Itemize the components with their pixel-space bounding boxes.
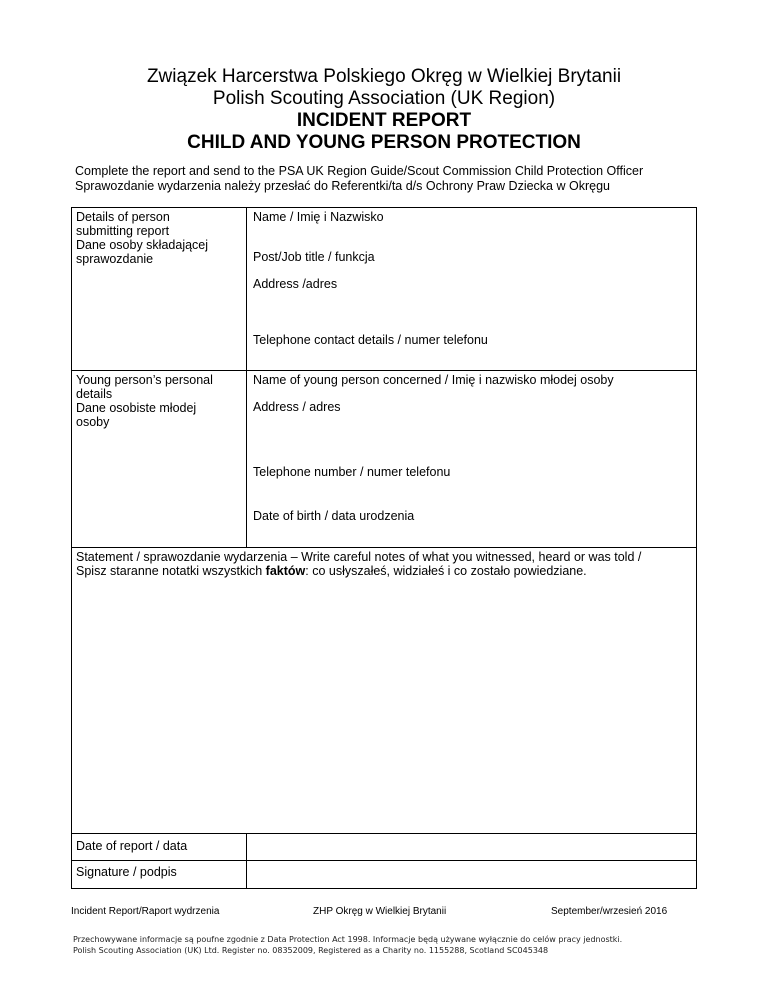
incident-form xyxy=(71,207,697,889)
submitter-post-field[interactable]: Post/Job title / funkcja xyxy=(253,250,375,264)
document-title: INCIDENT REPORT xyxy=(296,110,472,131)
submitter-section-label: Details of person submitting report Dane osoby składającej sprawozdanie xyxy=(76,210,209,266)
column-divider-bottom xyxy=(246,833,247,889)
document-header xyxy=(0,66,768,154)
footer-center: ZHP Okręg w Wielkiej Brytanii xyxy=(313,906,447,917)
instructions-english: Complete the report and send to the PSA UK Region Guide/Scout Commission Child Protection Officer xyxy=(75,164,644,178)
section-divider-1 xyxy=(72,370,696,371)
submitter-telephone-field[interactable]: Telephone contact details / numer telefonu xyxy=(253,333,488,347)
young-person-address-field[interactable]: Address / adres xyxy=(253,400,341,414)
org-name-english: Polish Scouting Association (UK Region) xyxy=(212,88,556,109)
young-person-name-field[interactable]: Name of young person concerned / Imię i nazwisko młodej osoby xyxy=(253,373,614,387)
date-of-report-input[interactable] xyxy=(248,834,694,859)
instructions xyxy=(75,164,643,194)
statement-instructions-english: Statement / sprawozdanie wydarzenia – Write careful notes of what you witnessed, heard or was told / xyxy=(76,550,642,564)
org-name-polish: Związek Harcerstwa Polskiego Okręg w Wielkiej Brytanii xyxy=(146,66,622,87)
submitter-address-field[interactable]: Address /adres xyxy=(253,277,338,291)
signature-label: Signature / podpis xyxy=(76,865,177,879)
section-divider-2 xyxy=(72,547,696,548)
young-person-dob-field[interactable]: Date of birth / data urodzenia xyxy=(253,509,415,523)
young-person-telephone-field[interactable]: Telephone number / numer telefonu xyxy=(253,465,451,479)
document-subtitle: CHILD AND YOUNG PERSON PROTECTION xyxy=(187,132,581,153)
data-protection-note: Przechowywane informacje są poufne zgodnie z Data Protection Act 1998. Informacje będą używane wyłącznie do celów pracy jednostki. xyxy=(73,935,623,944)
statement-instructions-polish: Spisz staranne notatki wszystkich faktów: co usłyszałeś, widziałeś i co zostało powiedziane. xyxy=(76,564,587,578)
young-person-section-label: Young person’s personal details Dane osobiste młodej osoby xyxy=(76,373,213,429)
submitter-name-field[interactable]: Name / Imię i Nazwisko xyxy=(253,210,384,224)
registration-note: Polish Scouting Association (UK) Ltd. Register no. 08352009, Registered as a Charity no. 1155288, Scotland SC045348 xyxy=(73,946,549,955)
instructions-polish: Sprawozdanie wydarzenia należy przesłać do Referentki/ta d/s Ochrony Praw Dziecka w Okręgu xyxy=(75,179,610,193)
signature-input[interactable] xyxy=(248,861,694,888)
column-divider-top xyxy=(246,208,247,547)
footer-right: September/wrzesień 2016 xyxy=(551,906,668,917)
footer-left: Incident Report/Raport wydrzenia xyxy=(71,906,220,917)
statement-field[interactable] xyxy=(76,550,692,578)
date-of-report-label: Date of report / data xyxy=(76,839,188,853)
